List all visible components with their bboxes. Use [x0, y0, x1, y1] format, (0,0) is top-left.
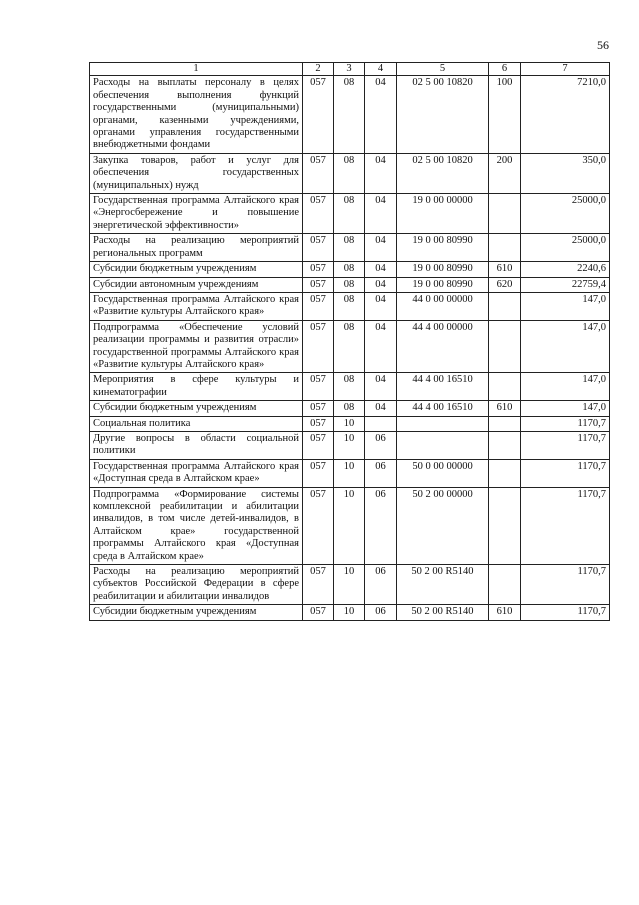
cell-section: 08: [334, 292, 365, 320]
cell-subsection: [365, 416, 397, 431]
cell-name: Субсидии автономным учреждениям: [90, 277, 303, 292]
cell-name: Другие вопросы в области социальной политики: [90, 431, 303, 459]
cell-name: Субсидии бюджетным учреждениям: [90, 401, 303, 416]
cell-admin: 057: [303, 416, 334, 431]
table-row: [90, 320, 610, 373]
cell-section: 08: [334, 262, 365, 277]
cell-amount: 1170,7: [521, 459, 610, 487]
cell-type: [489, 373, 521, 401]
cell-target: 19 0 00 80990: [397, 262, 489, 277]
cell-admin: 057: [303, 565, 334, 605]
cell-subsection: 04: [365, 277, 397, 292]
column-header-target: 5: [397, 63, 489, 76]
cell-type: 100: [489, 76, 521, 153]
cell-type: [489, 431, 521, 459]
cell-amount: 147,0: [521, 320, 610, 373]
cell-subsection: 04: [365, 262, 397, 277]
cell-target: 19 0 00 80990: [397, 234, 489, 262]
cell-section: 08: [334, 320, 365, 373]
cell-admin: 057: [303, 194, 334, 234]
column-header-type: 6: [489, 63, 521, 76]
cell-section: 10: [334, 459, 365, 487]
cell-target: 50 2 00 R5140: [397, 605, 489, 620]
table-row: [90, 194, 610, 234]
cell-name: Закупка товаров, работ и услуг для обеспечения государственных (муниципальных) нужд: [90, 153, 303, 193]
cell-target: 44 4 00 00000: [397, 320, 489, 373]
cell-type: [489, 292, 521, 320]
cell-name: Расходы на выплаты персоналу в целях обеспечения выполнения функций государственными (муниципальными) органами, казенными учреждениями, органами управления государственными внебюджетными фондами: [90, 76, 303, 153]
cell-type: [489, 320, 521, 373]
cell-subsection: 04: [365, 194, 397, 234]
cell-name: Расходы на реализацию мероприятий субъектов Российской Федерации в сфере реабилитации и абилитации инвалидов: [90, 565, 303, 605]
cell-subsection: 04: [365, 320, 397, 373]
cell-admin: 057: [303, 277, 334, 292]
cell-target: 44 4 00 16510: [397, 373, 489, 401]
cell-target: 50 0 00 00000: [397, 459, 489, 487]
cell-subsection: 04: [365, 401, 397, 416]
cell-admin: 057: [303, 76, 334, 153]
cell-section: 08: [334, 76, 365, 153]
cell-subsection: 06: [365, 459, 397, 487]
cell-amount: 25000,0: [521, 234, 610, 262]
cell-subsection: 04: [365, 292, 397, 320]
cell-admin: 057: [303, 459, 334, 487]
cell-section: 10: [334, 605, 365, 620]
column-header-name: 1: [90, 63, 303, 76]
cell-type: [489, 459, 521, 487]
cell-amount: 1170,7: [521, 487, 610, 564]
page-number: 56: [597, 38, 609, 52]
cell-target: 50 2 00 00000: [397, 487, 489, 564]
cell-admin: 057: [303, 605, 334, 620]
cell-admin: 057: [303, 292, 334, 320]
cell-amount: 1170,7: [521, 416, 610, 431]
cell-amount: 1170,7: [521, 565, 610, 605]
cell-type: 620: [489, 277, 521, 292]
cell-section: 10: [334, 565, 365, 605]
cell-target: 02 5 00 10820: [397, 153, 489, 193]
table-row: [90, 292, 610, 320]
cell-section: 08: [334, 234, 365, 262]
table-row: [90, 431, 610, 459]
cell-name: Государственная программа Алтайского края «Энергосбережение и повышение энергетической эффективности»: [90, 194, 303, 234]
cell-type: 200: [489, 153, 521, 193]
cell-type: [489, 194, 521, 234]
cell-target: [397, 431, 489, 459]
column-header-admin: 2: [303, 63, 334, 76]
cell-name: Субсидии бюджетным учреждениям: [90, 262, 303, 277]
cell-subsection: 04: [365, 153, 397, 193]
cell-admin: 057: [303, 487, 334, 564]
cell-type: [489, 565, 521, 605]
cell-amount: 147,0: [521, 373, 610, 401]
cell-target: 50 2 00 R5140: [397, 565, 489, 605]
cell-name: Государственная программа Алтайского края «Доступная среда в Алтайском крае»: [90, 459, 303, 487]
cell-name: Социальная политика: [90, 416, 303, 431]
cell-amount: 22759,4: [521, 277, 610, 292]
table-row: [90, 605, 610, 620]
cell-type: [489, 487, 521, 564]
cell-section: 10: [334, 487, 365, 564]
budget-table: [89, 62, 610, 621]
table-row: [90, 565, 610, 605]
table-row: [90, 373, 610, 401]
cell-name: Расходы на реализацию мероприятий региональных программ: [90, 234, 303, 262]
cell-admin: 057: [303, 401, 334, 416]
cell-section: 08: [334, 401, 365, 416]
cell-target: 02 5 00 10820: [397, 76, 489, 153]
cell-amount: 7210,0: [521, 76, 610, 153]
cell-subsection: 04: [365, 76, 397, 153]
table-row: [90, 459, 610, 487]
cell-section: 08: [334, 153, 365, 193]
cell-amount: 147,0: [521, 292, 610, 320]
cell-section: 08: [334, 373, 365, 401]
table-row: [90, 262, 610, 277]
cell-admin: 057: [303, 234, 334, 262]
cell-type: 610: [489, 605, 521, 620]
cell-target: [397, 416, 489, 431]
cell-admin: 057: [303, 320, 334, 373]
cell-type: 610: [489, 262, 521, 277]
cell-target: 19 0 00 80990: [397, 277, 489, 292]
table-row: [90, 416, 610, 431]
table-header-row: [90, 63, 610, 76]
cell-subsection: 06: [365, 431, 397, 459]
cell-amount: 1170,7: [521, 431, 610, 459]
column-header-section: 3: [334, 63, 365, 76]
cell-amount: 1170,7: [521, 605, 610, 620]
cell-subsection: 06: [365, 565, 397, 605]
table-row: [90, 153, 610, 193]
column-header-subsection: 4: [365, 63, 397, 76]
cell-section: 08: [334, 277, 365, 292]
table-row: [90, 234, 610, 262]
cell-name: Мероприятия в сфере культуры и кинематографии: [90, 373, 303, 401]
table-row: [90, 401, 610, 416]
cell-type: [489, 416, 521, 431]
cell-name: Подпрограмма «Формирование системы комплексной реабилитации и абилитации инвалидов, в том числе детей-инвалидов, в Алтайском крае» государственной программы Алтайского края «Доступная среда в Алтайском крае»: [90, 487, 303, 564]
cell-amount: 350,0: [521, 153, 610, 193]
cell-section: 10: [334, 431, 365, 459]
cell-amount: 25000,0: [521, 194, 610, 234]
cell-target: 19 0 00 00000: [397, 194, 489, 234]
cell-amount: 147,0: [521, 401, 610, 416]
table-row: [90, 487, 610, 564]
cell-admin: 057: [303, 431, 334, 459]
cell-admin: 057: [303, 262, 334, 277]
table-row: [90, 76, 610, 153]
table-row: [90, 277, 610, 292]
table-body: [90, 76, 610, 620]
cell-section: 08: [334, 194, 365, 234]
column-header-amount: 7: [521, 63, 610, 76]
cell-amount: 2240,6: [521, 262, 610, 277]
cell-type: 610: [489, 401, 521, 416]
cell-section: 10: [334, 416, 365, 431]
cell-name: Государственная программа Алтайского края «Развитие культуры Алтайского края»: [90, 292, 303, 320]
cell-type: [489, 234, 521, 262]
cell-subsection: 06: [365, 487, 397, 564]
cell-subsection: 04: [365, 373, 397, 401]
cell-subsection: 04: [365, 234, 397, 262]
cell-target: 44 0 00 00000: [397, 292, 489, 320]
cell-name: Субсидии бюджетным учреждениям: [90, 605, 303, 620]
cell-target: 44 4 00 16510: [397, 401, 489, 416]
cell-subsection: 06: [365, 605, 397, 620]
cell-admin: 057: [303, 153, 334, 193]
cell-name: Подпрограмма «Обеспечение условий реализации программы и развития отрасли» государственной программы Алтайского края «Развитие культуры Алтайского края»: [90, 320, 303, 373]
cell-admin: 057: [303, 373, 334, 401]
